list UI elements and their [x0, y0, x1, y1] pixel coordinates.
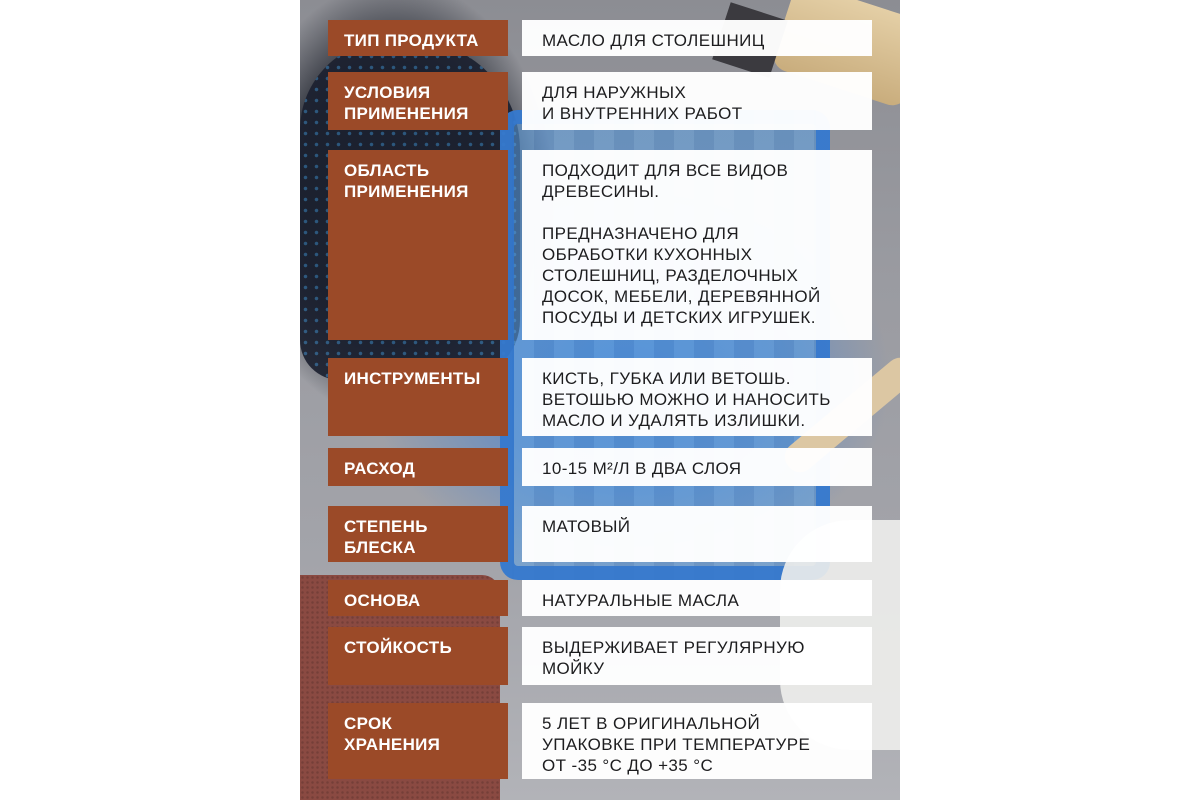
- spec-value-product-type: МАСЛО ДЛЯ СТОЛЕШНИЦ: [522, 20, 872, 56]
- spec-label-gloss: СТЕПЕНЬ БЛЕСКА: [328, 506, 508, 562]
- spec-label-tools: ИНСТРУМЕНТЫ: [328, 358, 508, 436]
- spec-label-application-area: ОБЛАСТЬ ПРИМЕНЕНИЯ: [328, 150, 508, 340]
- spec-value-durability: ВЫДЕРЖИВАЕТ РЕГУЛЯРНУЮ МОЙКУ: [522, 627, 872, 685]
- spec-value-application-area: ПОДХОДИТ ДЛЯ ВСЕ ВИДОВ ДРЕВЕСИНЫ. ПРЕДНАЗНАЧЕНО ДЛЯ ОБРАБОТКИ КУХОННЫХ СТОЛЕШНИЦ, РАЗДЕЛОЧНЫХ ДОСОК, МЕБЕЛИ, ДЕРЕВЯННОЙ ПОСУДЫ И ДЕТСКИХ ИГРУШЕК.: [522, 150, 872, 340]
- spec-card: [300, 0, 900, 800]
- spec-label-base: ОСНОВА: [328, 580, 508, 616]
- spec-label-conditions: УСЛОВИЯ ПРИМЕНЕНИЯ: [328, 72, 508, 130]
- spec-label-consumption: РАСХОД: [328, 448, 508, 486]
- spec-value-tools: КИСТЬ, ГУБКА ИЛИ ВЕТОШЬ. ВЕТОШЬЮ МОЖНО И НАНОСИТЬ МАСЛО И УДАЛЯТЬ ИЗЛИШКИ.: [522, 358, 872, 436]
- spec-label-shelf-life: СРОК ХРАНЕНИЯ: [328, 703, 508, 779]
- spec-value-base: НАТУРАЛЬНЫЕ МАСЛА: [522, 580, 872, 616]
- spec-label-product-type: ТИП ПРОДУКТА: [328, 20, 508, 56]
- spec-label-durability: СТОЙКОСТЬ: [328, 627, 508, 685]
- spec-value-gloss: МАТОВЫЙ: [522, 506, 872, 562]
- spec-value-consumption: 10-15 М²/Л В ДВА СЛОЯ: [522, 448, 872, 486]
- spec-value-conditions: ДЛЯ НАРУЖНЫХ И ВНУТРЕННИХ РАБОТ: [522, 72, 872, 130]
- spec-value-shelf-life: 5 ЛЕТ В ОРИГИНАЛЬНОЙ УПАКОВКЕ ПРИ ТЕМПЕРАТУРЕ ОТ -35 °С ДО +35 °С: [522, 703, 872, 779]
